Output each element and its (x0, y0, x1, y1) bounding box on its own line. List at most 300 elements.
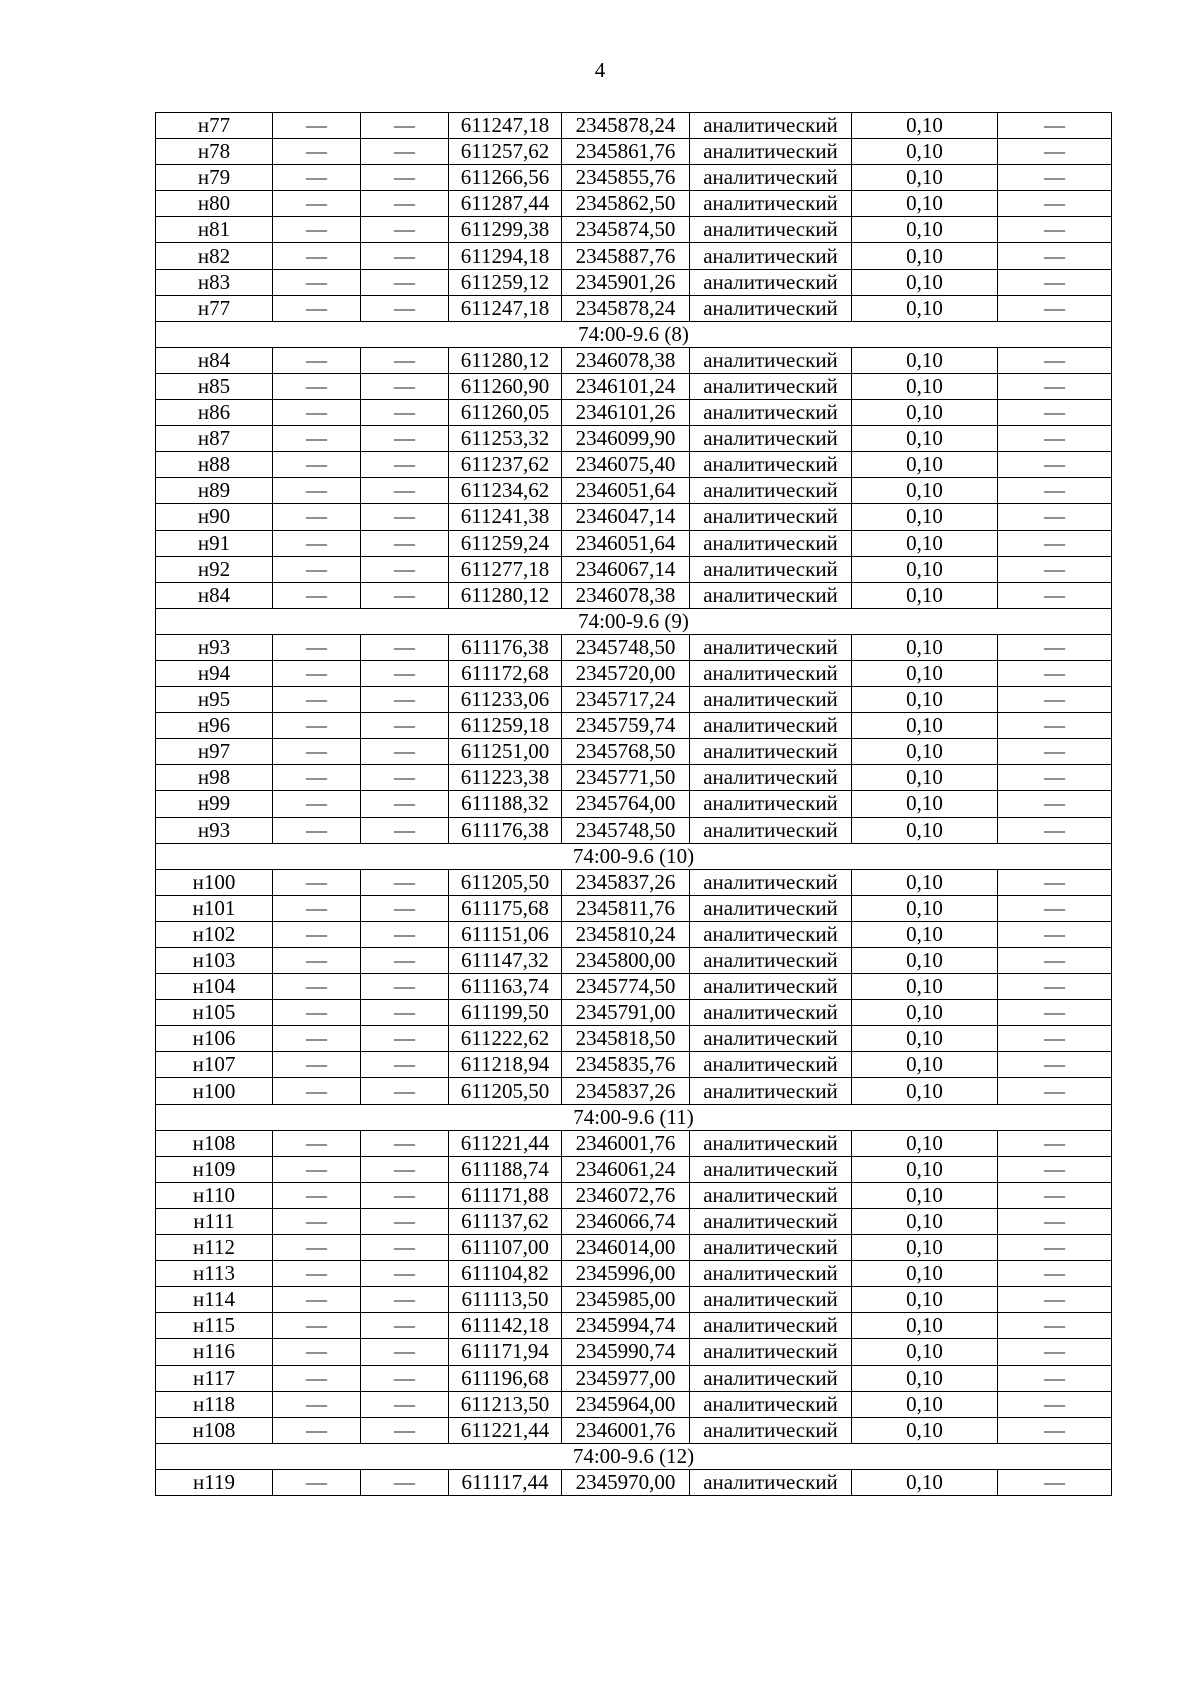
empty-cell: — (998, 974, 1112, 1000)
x-coordinate-cell: 611137,62 (449, 1208, 562, 1234)
empty-cell: — (273, 269, 361, 295)
table-row (156, 347, 1112, 373)
table-row (156, 1313, 1112, 1339)
point-id-cell: н105 (156, 1000, 273, 1026)
accuracy-cell: 0,10 (852, 1182, 998, 1208)
empty-cell: — (273, 765, 361, 791)
empty-cell: — (273, 1130, 361, 1156)
y-coordinate-cell: 2346067,14 (562, 556, 690, 582)
empty-cell: — (273, 139, 361, 165)
x-coordinate-cell: 611280,12 (449, 582, 562, 608)
y-coordinate-cell: 2345862,50 (562, 191, 690, 217)
y-coordinate-cell: 2345964,00 (562, 1391, 690, 1417)
x-coordinate-cell: 611163,74 (449, 974, 562, 1000)
accuracy-cell: 0,10 (852, 113, 998, 139)
point-id-cell: н96 (156, 713, 273, 739)
accuracy-cell: 0,10 (852, 530, 998, 556)
empty-cell: — (273, 191, 361, 217)
y-coordinate-cell: 2345768,50 (562, 739, 690, 765)
x-coordinate-cell: 611260,90 (449, 373, 562, 399)
empty-cell: — (998, 1287, 1112, 1313)
y-coordinate-cell: 2345748,50 (562, 817, 690, 843)
accuracy-cell: 0,10 (852, 1313, 998, 1339)
x-coordinate-cell: 611294,18 (449, 243, 562, 269)
point-id-cell: н90 (156, 504, 273, 530)
table-row (156, 1208, 1112, 1234)
method-cell: аналитический (690, 1182, 852, 1208)
table-row (156, 478, 1112, 504)
table-row (156, 165, 1112, 191)
method-cell: аналитический (690, 660, 852, 686)
x-coordinate-cell: 611280,12 (449, 347, 562, 373)
y-coordinate-cell: 2345837,26 (562, 1078, 690, 1104)
table-row (156, 713, 1112, 739)
empty-cell: — (998, 243, 1112, 269)
x-coordinate-cell: 611253,32 (449, 426, 562, 452)
accuracy-cell: 0,10 (852, 165, 998, 191)
x-coordinate-cell: 611277,18 (449, 556, 562, 582)
empty-cell: — (361, 1469, 449, 1495)
point-id-cell: н108 (156, 1417, 273, 1443)
method-cell: аналитический (690, 1287, 852, 1313)
x-coordinate-cell: 611113,50 (449, 1287, 562, 1313)
y-coordinate-cell: 2345818,50 (562, 1026, 690, 1052)
accuracy-cell: 0,10 (852, 347, 998, 373)
point-id-cell: н112 (156, 1235, 273, 1261)
empty-cell: — (273, 373, 361, 399)
empty-cell: — (998, 1391, 1112, 1417)
point-id-cell: н101 (156, 895, 273, 921)
table-row (156, 765, 1112, 791)
table-row (156, 426, 1112, 452)
section-title: 74:00-9.6 (11) (156, 1104, 1112, 1130)
point-id-cell: н97 (156, 739, 273, 765)
empty-cell: — (361, 504, 449, 530)
accuracy-cell: 0,10 (852, 582, 998, 608)
y-coordinate-cell: 2345874,50 (562, 217, 690, 243)
method-cell: аналитический (690, 452, 852, 478)
accuracy-cell: 0,10 (852, 660, 998, 686)
empty-cell: — (998, 191, 1112, 217)
empty-cell: — (998, 1313, 1112, 1339)
empty-cell: — (361, 582, 449, 608)
point-id-cell: н113 (156, 1261, 273, 1287)
empty-cell: — (998, 948, 1112, 974)
accuracy-cell: 0,10 (852, 1130, 998, 1156)
method-cell: аналитический (690, 1208, 852, 1234)
table-row (156, 139, 1112, 165)
empty-cell: — (361, 113, 449, 139)
empty-cell: — (273, 869, 361, 895)
empty-cell: — (361, 1235, 449, 1261)
empty-cell: — (361, 295, 449, 321)
table-row (156, 1261, 1112, 1287)
y-coordinate-cell: 2346047,14 (562, 504, 690, 530)
y-coordinate-cell: 2345717,24 (562, 687, 690, 713)
y-coordinate-cell: 2345835,76 (562, 1052, 690, 1078)
section-header-row (156, 1104, 1112, 1130)
accuracy-cell: 0,10 (852, 1208, 998, 1234)
accuracy-cell: 0,10 (852, 1417, 998, 1443)
table-row (156, 1391, 1112, 1417)
x-coordinate-cell: 611176,38 (449, 817, 562, 843)
point-id-cell: н117 (156, 1365, 273, 1391)
accuracy-cell: 0,10 (852, 504, 998, 530)
empty-cell: — (361, 948, 449, 974)
point-id-cell: н102 (156, 921, 273, 947)
point-id-cell: н84 (156, 347, 273, 373)
empty-cell: — (273, 243, 361, 269)
method-cell: аналитический (690, 869, 852, 895)
empty-cell: — (273, 1469, 361, 1495)
empty-cell: — (361, 1026, 449, 1052)
accuracy-cell: 0,10 (852, 139, 998, 165)
y-coordinate-cell: 2346051,64 (562, 530, 690, 556)
point-id-cell: н86 (156, 400, 273, 426)
table-row (156, 974, 1112, 1000)
x-coordinate-cell: 611151,06 (449, 921, 562, 947)
y-coordinate-cell: 2345970,00 (562, 1469, 690, 1495)
table-row (156, 1130, 1112, 1156)
accuracy-cell: 0,10 (852, 373, 998, 399)
x-coordinate-cell: 611233,06 (449, 687, 562, 713)
method-cell: аналитический (690, 974, 852, 1000)
empty-cell: — (361, 1365, 449, 1391)
point-id-cell: н114 (156, 1287, 273, 1313)
accuracy-cell: 0,10 (852, 1078, 998, 1104)
point-id-cell: н85 (156, 373, 273, 399)
accuracy-cell: 0,10 (852, 948, 998, 974)
method-cell: аналитический (690, 191, 852, 217)
method-cell: аналитический (690, 791, 852, 817)
table-row (156, 243, 1112, 269)
empty-cell: — (998, 113, 1112, 139)
x-coordinate-cell: 611175,68 (449, 895, 562, 921)
method-cell: аналитический (690, 1130, 852, 1156)
table-row (156, 582, 1112, 608)
empty-cell: — (361, 1391, 449, 1417)
table-row (156, 191, 1112, 217)
empty-cell: — (998, 1261, 1112, 1287)
empty-cell: — (361, 530, 449, 556)
y-coordinate-cell: 2345837,26 (562, 869, 690, 895)
x-coordinate-cell: 611176,38 (449, 634, 562, 660)
point-id-cell: н103 (156, 948, 273, 974)
empty-cell: — (361, 1287, 449, 1313)
table-row (156, 1078, 1112, 1104)
empty-cell: — (361, 556, 449, 582)
x-coordinate-cell: 611221,44 (449, 1417, 562, 1443)
empty-cell: — (998, 1182, 1112, 1208)
empty-cell: — (361, 817, 449, 843)
empty-cell: — (273, 948, 361, 974)
table-row (156, 948, 1112, 974)
empty-cell: — (998, 400, 1112, 426)
x-coordinate-cell: 611287,44 (449, 191, 562, 217)
y-coordinate-cell: 2346101,26 (562, 400, 690, 426)
table-row (156, 634, 1112, 660)
empty-cell: — (998, 687, 1112, 713)
method-cell: аналитический (690, 295, 852, 321)
x-coordinate-cell: 611142,18 (449, 1313, 562, 1339)
method-cell: аналитический (690, 895, 852, 921)
accuracy-cell: 0,10 (852, 713, 998, 739)
empty-cell: — (361, 1052, 449, 1078)
empty-cell: — (273, 426, 361, 452)
point-id-cell: н104 (156, 974, 273, 1000)
y-coordinate-cell: 2345764,00 (562, 791, 690, 817)
x-coordinate-cell: 611259,24 (449, 530, 562, 556)
method-cell: аналитический (690, 217, 852, 243)
empty-cell: — (998, 921, 1112, 947)
accuracy-cell: 0,10 (852, 974, 998, 1000)
y-coordinate-cell: 2346078,38 (562, 582, 690, 608)
y-coordinate-cell: 2345985,00 (562, 1287, 690, 1313)
table-row (156, 1365, 1112, 1391)
empty-cell: — (998, 426, 1112, 452)
x-coordinate-cell: 611222,62 (449, 1026, 562, 1052)
y-coordinate-cell: 2345810,24 (562, 921, 690, 947)
y-coordinate-cell: 2346001,76 (562, 1417, 690, 1443)
method-cell: аналитический (690, 426, 852, 452)
empty-cell: — (273, 1313, 361, 1339)
method-cell: аналитический (690, 400, 852, 426)
point-id-cell: н109 (156, 1156, 273, 1182)
y-coordinate-cell: 2345774,50 (562, 974, 690, 1000)
empty-cell: — (273, 713, 361, 739)
point-id-cell: н116 (156, 1339, 273, 1365)
empty-cell: — (273, 1235, 361, 1261)
empty-cell: — (998, 504, 1112, 530)
x-coordinate-cell: 611205,50 (449, 1078, 562, 1104)
method-cell: аналитический (690, 1261, 852, 1287)
point-id-cell: н107 (156, 1052, 273, 1078)
empty-cell: — (273, 1182, 361, 1208)
empty-cell: — (361, 869, 449, 895)
point-id-cell: н110 (156, 1182, 273, 1208)
accuracy-cell: 0,10 (852, 1026, 998, 1052)
point-id-cell: н81 (156, 217, 273, 243)
y-coordinate-cell: 2346078,38 (562, 347, 690, 373)
empty-cell: — (998, 1208, 1112, 1234)
empty-cell: — (273, 921, 361, 947)
section-header-row (156, 843, 1112, 869)
empty-cell: — (361, 1208, 449, 1234)
empty-cell: — (998, 347, 1112, 373)
empty-cell: — (361, 347, 449, 373)
empty-cell: — (273, 347, 361, 373)
accuracy-cell: 0,10 (852, 452, 998, 478)
accuracy-cell: 0,10 (852, 1287, 998, 1313)
y-coordinate-cell: 2346072,76 (562, 1182, 690, 1208)
section-header-row (156, 1443, 1112, 1469)
empty-cell: — (361, 1130, 449, 1156)
y-coordinate-cell: 2345800,00 (562, 948, 690, 974)
method-cell: аналитический (690, 739, 852, 765)
empty-cell: — (273, 504, 361, 530)
section-title: 74:00-9.6 (9) (156, 608, 1112, 634)
y-coordinate-cell: 2346014,00 (562, 1235, 690, 1261)
empty-cell: — (361, 660, 449, 686)
accuracy-cell: 0,10 (852, 921, 998, 947)
empty-cell: — (361, 1182, 449, 1208)
x-coordinate-cell: 611299,38 (449, 217, 562, 243)
x-coordinate-cell: 611237,62 (449, 452, 562, 478)
accuracy-cell: 0,10 (852, 895, 998, 921)
empty-cell: — (273, 530, 361, 556)
empty-cell: — (361, 426, 449, 452)
point-id-cell: н118 (156, 1391, 273, 1417)
empty-cell: — (273, 660, 361, 686)
y-coordinate-cell: 2345861,76 (562, 139, 690, 165)
table-row (156, 817, 1112, 843)
y-coordinate-cell: 2345759,74 (562, 713, 690, 739)
x-coordinate-cell: 611196,68 (449, 1365, 562, 1391)
table-row (156, 1235, 1112, 1261)
empty-cell: — (273, 478, 361, 504)
accuracy-cell: 0,10 (852, 556, 998, 582)
accuracy-cell: 0,10 (852, 1156, 998, 1182)
point-id-cell: н80 (156, 191, 273, 217)
table-row (156, 1469, 1112, 1495)
point-id-cell: н111 (156, 1208, 273, 1234)
point-id-cell: н119 (156, 1469, 273, 1495)
empty-cell: — (361, 243, 449, 269)
method-cell: аналитический (690, 1391, 852, 1417)
table-row (156, 869, 1112, 895)
y-coordinate-cell: 2345887,76 (562, 243, 690, 269)
empty-cell: — (361, 921, 449, 947)
empty-cell: — (273, 165, 361, 191)
table-row (156, 660, 1112, 686)
empty-cell: — (361, 687, 449, 713)
empty-cell: — (998, 452, 1112, 478)
empty-cell: — (273, 400, 361, 426)
empty-cell: — (361, 895, 449, 921)
empty-cell: — (361, 165, 449, 191)
accuracy-cell: 0,10 (852, 817, 998, 843)
empty-cell: — (361, 1339, 449, 1365)
y-coordinate-cell: 2345994,74 (562, 1313, 690, 1339)
method-cell: аналитический (690, 1000, 852, 1026)
empty-cell: — (998, 1417, 1112, 1443)
empty-cell: — (273, 556, 361, 582)
empty-cell: — (998, 295, 1112, 321)
empty-cell: — (998, 739, 1112, 765)
empty-cell: — (361, 373, 449, 399)
empty-cell: — (361, 269, 449, 295)
method-cell: аналитический (690, 165, 852, 191)
table-row (156, 295, 1112, 321)
empty-cell: — (998, 1235, 1112, 1261)
point-id-cell: н77 (156, 113, 273, 139)
table-row (156, 687, 1112, 713)
table-row (156, 556, 1112, 582)
section-title: 74:00-9.6 (10) (156, 843, 1112, 869)
method-cell: аналитический (690, 1026, 852, 1052)
point-id-cell: н89 (156, 478, 273, 504)
point-id-cell: н93 (156, 634, 273, 660)
empty-cell: — (273, 113, 361, 139)
method-cell: аналитический (690, 243, 852, 269)
point-id-cell: н84 (156, 582, 273, 608)
empty-cell: — (998, 582, 1112, 608)
point-id-cell: н100 (156, 869, 273, 895)
accuracy-cell: 0,10 (852, 1469, 998, 1495)
accuracy-cell: 0,10 (852, 1391, 998, 1417)
empty-cell: — (273, 1052, 361, 1078)
empty-cell: — (361, 217, 449, 243)
empty-cell: — (998, 791, 1112, 817)
point-id-cell: н108 (156, 1130, 273, 1156)
x-coordinate-cell: 611223,38 (449, 765, 562, 791)
empty-cell: — (361, 478, 449, 504)
empty-cell: — (361, 739, 449, 765)
empty-cell: — (273, 1391, 361, 1417)
method-cell: аналитический (690, 113, 852, 139)
empty-cell: — (361, 452, 449, 478)
table-row (156, 1417, 1112, 1443)
accuracy-cell: 0,10 (852, 634, 998, 660)
empty-cell: — (273, 1000, 361, 1026)
accuracy-cell: 0,10 (852, 791, 998, 817)
table-row (156, 1156, 1112, 1182)
method-cell: аналитический (690, 1469, 852, 1495)
empty-cell: — (361, 791, 449, 817)
x-coordinate-cell: 611259,12 (449, 269, 562, 295)
x-coordinate-cell: 611251,00 (449, 739, 562, 765)
method-cell: аналитический (690, 1235, 852, 1261)
empty-cell: — (998, 634, 1112, 660)
empty-cell: — (273, 1208, 361, 1234)
x-coordinate-cell: 611199,50 (449, 1000, 562, 1026)
method-cell: аналитический (690, 1052, 852, 1078)
x-coordinate-cell: 611188,74 (449, 1156, 562, 1182)
method-cell: аналитический (690, 556, 852, 582)
empty-cell: — (998, 165, 1112, 191)
y-coordinate-cell: 2345990,74 (562, 1339, 690, 1365)
method-cell: аналитический (690, 347, 852, 373)
accuracy-cell: 0,10 (852, 739, 998, 765)
x-coordinate-cell: 611205,50 (449, 869, 562, 895)
empty-cell: — (273, 452, 361, 478)
empty-cell: — (361, 713, 449, 739)
table-row (156, 452, 1112, 478)
accuracy-cell: 0,10 (852, 217, 998, 243)
y-coordinate-cell: 2346075,40 (562, 452, 690, 478)
table-row (156, 373, 1112, 399)
y-coordinate-cell: 2345811,76 (562, 895, 690, 921)
point-id-cell: н92 (156, 556, 273, 582)
table-row (156, 1287, 1112, 1313)
empty-cell: — (273, 1156, 361, 1182)
page-number: 4 (594, 58, 606, 82)
method-cell: аналитический (690, 1365, 852, 1391)
point-id-cell: н98 (156, 765, 273, 791)
empty-cell: — (998, 269, 1112, 295)
empty-cell: — (998, 373, 1112, 399)
y-coordinate-cell: 2346099,90 (562, 426, 690, 452)
empty-cell: — (361, 1313, 449, 1339)
method-cell: аналитический (690, 530, 852, 556)
empty-cell: — (273, 791, 361, 817)
method-cell: аналитический (690, 948, 852, 974)
method-cell: аналитический (690, 504, 852, 530)
method-cell: аналитический (690, 478, 852, 504)
table-row (156, 1339, 1112, 1365)
empty-cell: — (273, 295, 361, 321)
x-coordinate-cell: 611171,88 (449, 1182, 562, 1208)
